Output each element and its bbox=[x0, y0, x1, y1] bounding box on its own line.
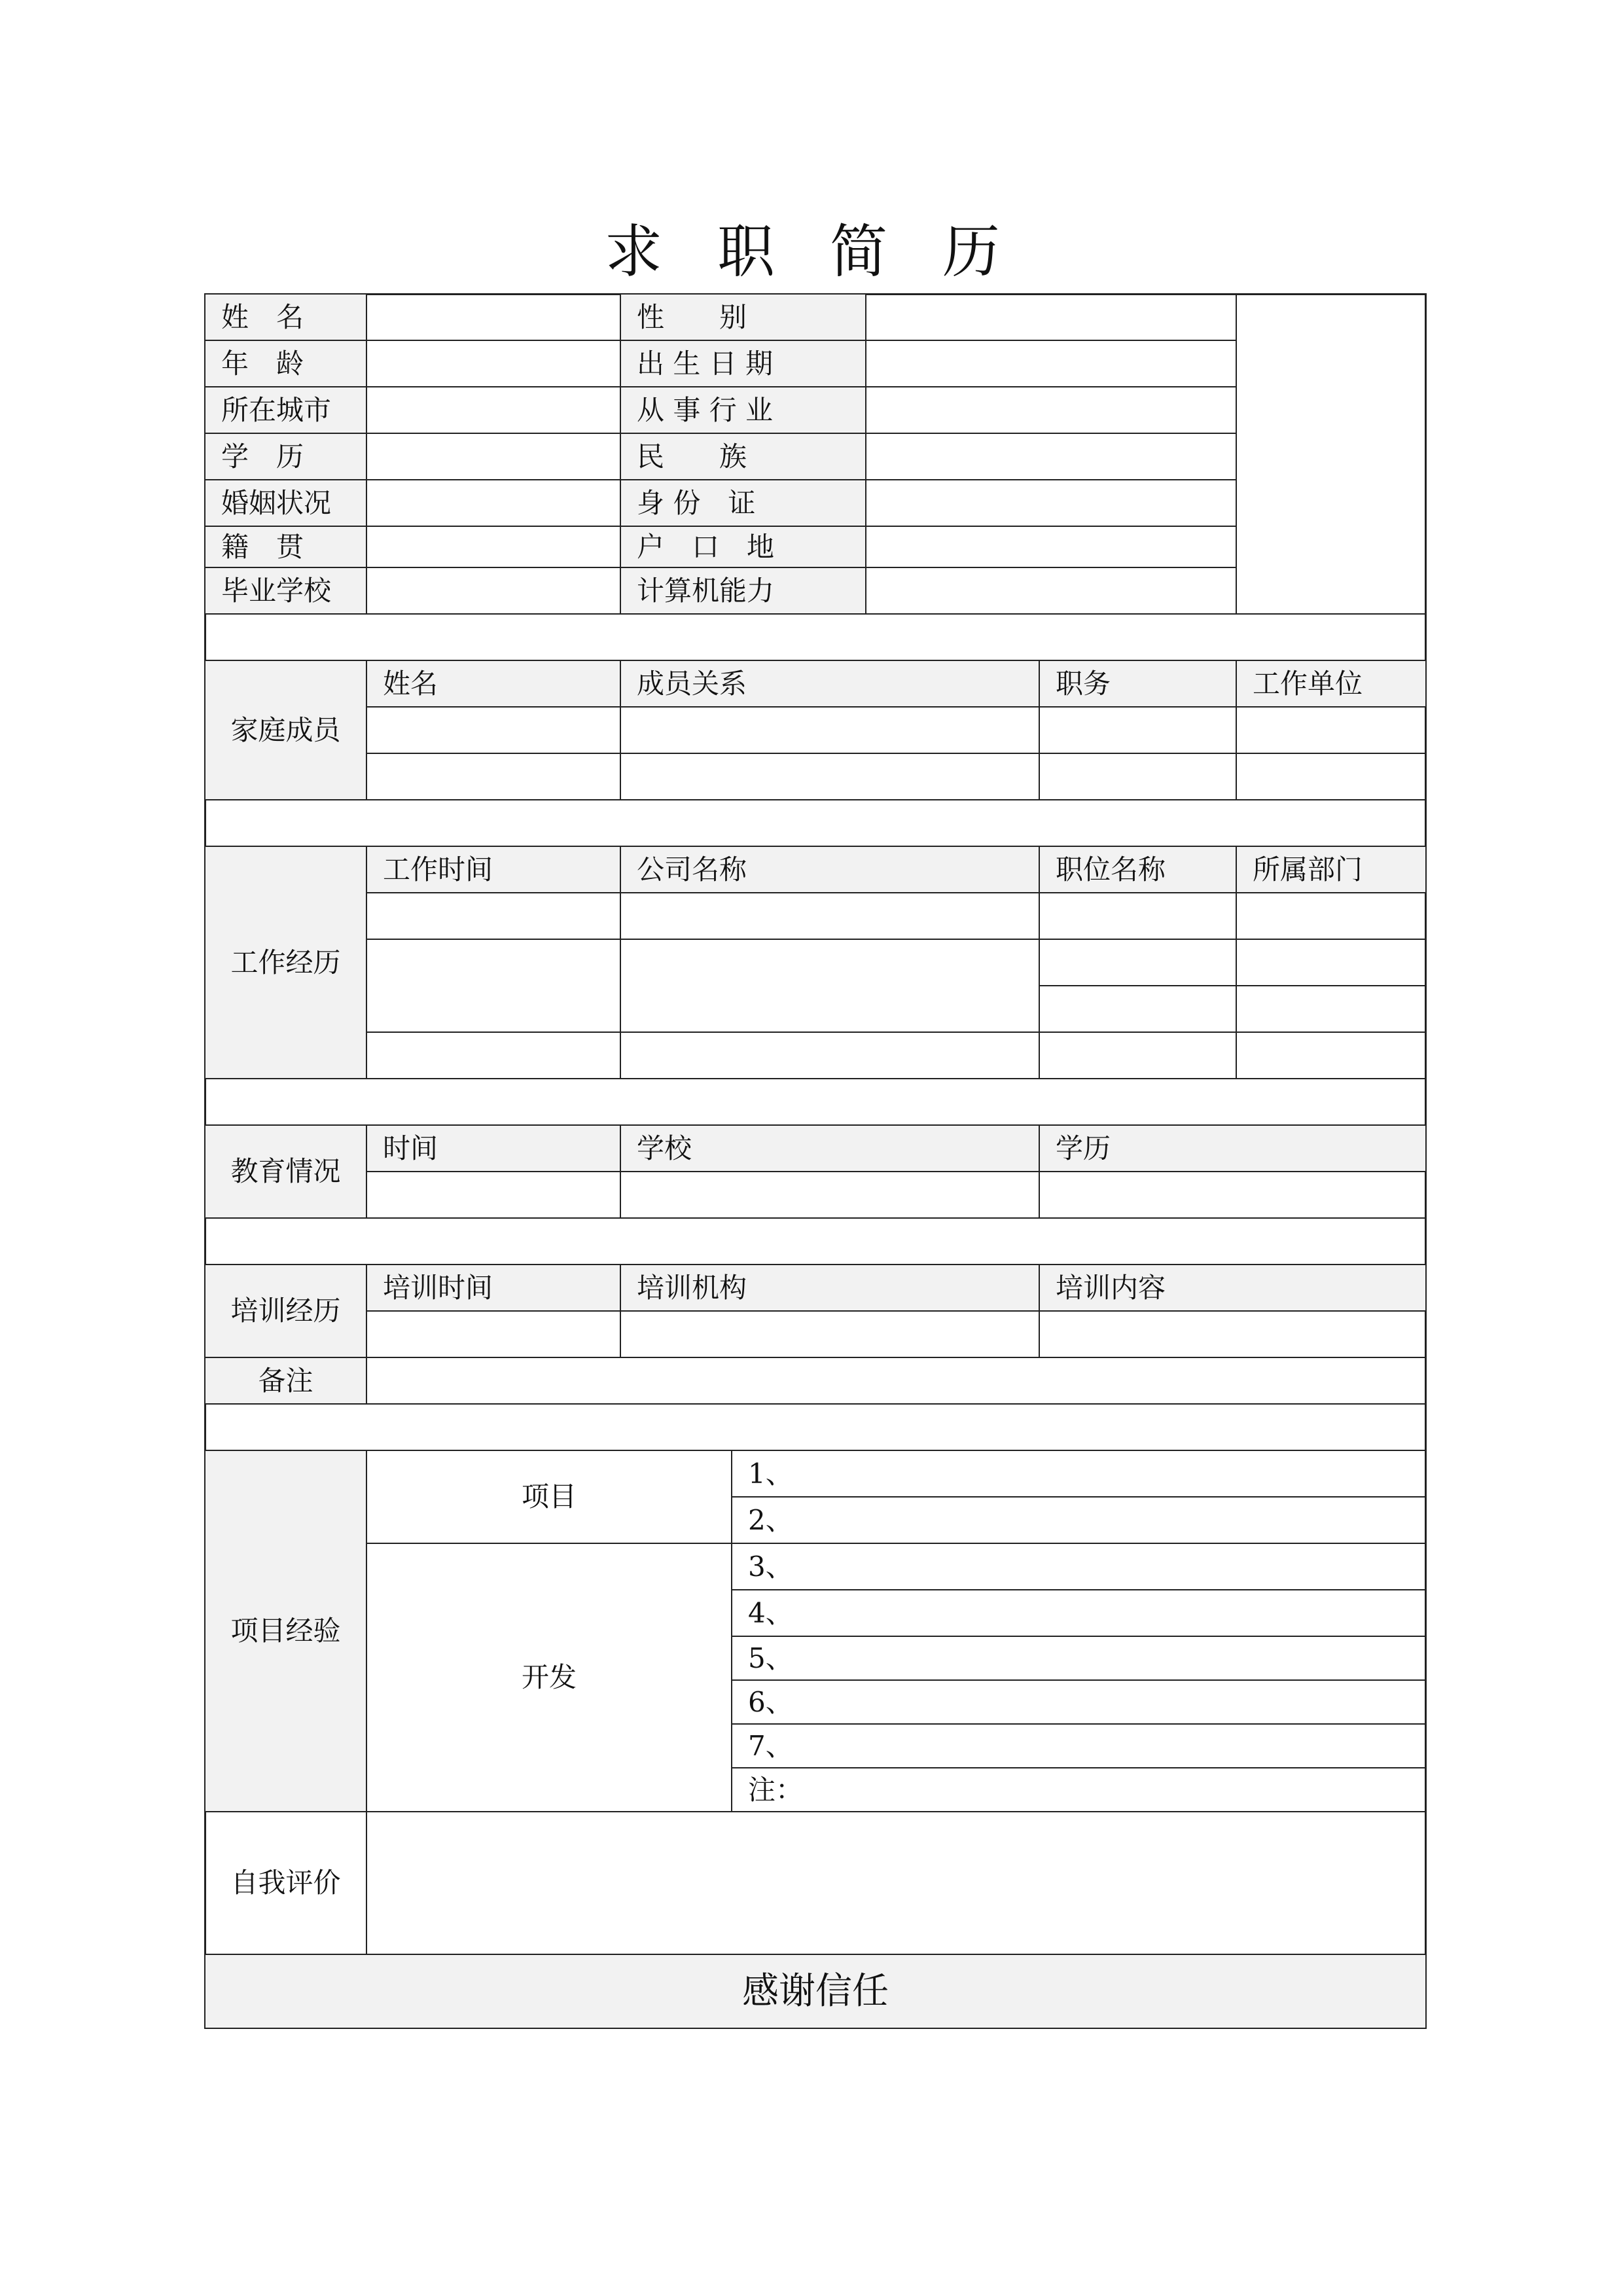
education-header: 学历 bbox=[1039, 1124, 1427, 1171]
work-cell-field[interactable] bbox=[1236, 985, 1427, 1031]
training-cell-field[interactable] bbox=[366, 1310, 620, 1357]
project-line-field[interactable]: 6、 bbox=[731, 1679, 1427, 1723]
work-section-label: 工作经历 bbox=[204, 846, 366, 1078]
project-line-field[interactable]: 5、 bbox=[731, 1636, 1427, 1679]
family-header: 姓名 bbox=[366, 660, 620, 706]
basic-value-left-field[interactable] bbox=[366, 293, 620, 340]
basic-value-left-field[interactable] bbox=[366, 433, 620, 479]
work-cell-field[interactable] bbox=[620, 939, 1039, 1031]
training-header: 培训时间 bbox=[366, 1264, 620, 1310]
work-cell-field[interactable] bbox=[1039, 985, 1236, 1031]
work-cell-field[interactable] bbox=[366, 892, 620, 939]
work-cell-field[interactable] bbox=[1039, 1031, 1236, 1078]
work-cell-field[interactable] bbox=[1039, 892, 1236, 939]
basic-value-left-field[interactable] bbox=[366, 567, 620, 613]
family-cell-field[interactable] bbox=[1039, 706, 1236, 753]
project-group-label: 项目 bbox=[366, 1450, 731, 1543]
basic-label-left: 毕业学校 bbox=[204, 567, 366, 613]
work-cell-field[interactable] bbox=[620, 1031, 1039, 1078]
basic-value-right-field[interactable] bbox=[865, 340, 1236, 386]
spacer-row bbox=[204, 613, 1427, 660]
work-header: 职位名称 bbox=[1039, 846, 1236, 892]
work-cell-field[interactable] bbox=[620, 892, 1039, 939]
basic-label-left: 年 龄 bbox=[204, 340, 366, 386]
education-section-label: 教育情况 bbox=[204, 1124, 366, 1217]
education-cell-field[interactable] bbox=[366, 1171, 620, 1217]
family-header: 成员关系 bbox=[620, 660, 1039, 706]
spacer-row bbox=[204, 799, 1427, 846]
project-line-field[interactable]: 2、 bbox=[731, 1496, 1427, 1543]
basic-label-left: 籍 贯 bbox=[204, 526, 366, 567]
basic-label-right: 计算机能力 bbox=[620, 567, 865, 613]
work-cell-field[interactable] bbox=[1039, 939, 1236, 985]
project-line-field[interactable]: 4、 bbox=[731, 1589, 1427, 1636]
education-cell-field[interactable] bbox=[1039, 1171, 1427, 1217]
basic-value-right-field[interactable] bbox=[865, 433, 1236, 479]
project-section-label: 项目经验 bbox=[204, 1450, 366, 1811]
basic-label-right: 民 族 bbox=[620, 433, 865, 479]
family-cell-field[interactable] bbox=[1236, 753, 1427, 799]
family-section-label: 家庭成员 bbox=[204, 660, 366, 799]
basic-label-right: 从 事 行 业 bbox=[620, 386, 865, 433]
basic-label-right: 身 份 证 bbox=[620, 479, 865, 526]
resume-title: 求 职 简 历 bbox=[605, 218, 1018, 285]
basic-label-left: 所在城市 bbox=[204, 386, 366, 433]
basic-value-left-field[interactable] bbox=[366, 386, 620, 433]
project-line-field[interactable]: 注： bbox=[731, 1767, 1427, 1811]
training-cell-field[interactable] bbox=[620, 1310, 1039, 1357]
work-cell-field[interactable] bbox=[1236, 1031, 1427, 1078]
work-cell-field[interactable] bbox=[1236, 892, 1427, 939]
basic-value-right-field[interactable] bbox=[865, 293, 1236, 340]
training-section-label: 培训经历 bbox=[204, 1264, 366, 1357]
spacer-row bbox=[204, 1078, 1427, 1124]
basic-label-right: 出 生 日 期 bbox=[620, 340, 865, 386]
resume-form bbox=[204, 293, 1427, 2029]
self-eval-label: 自我评价 bbox=[204, 1811, 366, 1954]
work-header: 公司名称 bbox=[620, 846, 1039, 892]
basic-label-left: 婚姻状况 bbox=[204, 479, 366, 526]
work-cell-field[interactable] bbox=[366, 939, 620, 1031]
basic-label-right: 户 口 地 bbox=[620, 526, 865, 567]
project-line-field[interactable]: 1、 bbox=[731, 1450, 1427, 1496]
work-header: 所属部门 bbox=[1236, 846, 1427, 892]
work-header: 工作时间 bbox=[366, 846, 620, 892]
self-eval-field[interactable] bbox=[366, 1811, 1427, 1954]
project-line-field[interactable]: 3、 bbox=[731, 1543, 1427, 1589]
work-cell-field[interactable] bbox=[1236, 939, 1427, 985]
family-cell-field[interactable] bbox=[1236, 706, 1427, 753]
footer-thanks: 感谢信任 bbox=[204, 1954, 1427, 2029]
family-cell-field[interactable] bbox=[366, 753, 620, 799]
basic-value-left-field[interactable] bbox=[366, 479, 620, 526]
remarks-label: 备注 bbox=[204, 1357, 366, 1403]
basic-value-right-field[interactable] bbox=[865, 567, 1236, 613]
family-cell-field[interactable] bbox=[366, 706, 620, 753]
spacer-row bbox=[204, 1217, 1427, 1264]
spacer-row bbox=[204, 1403, 1427, 1450]
education-header: 学校 bbox=[620, 1124, 1039, 1171]
family-header: 工作单位 bbox=[1236, 660, 1427, 706]
basic-value-right-field[interactable] bbox=[865, 526, 1236, 567]
training-header: 培训机构 bbox=[620, 1264, 1039, 1310]
family-cell-field[interactable] bbox=[620, 706, 1039, 753]
basic-value-left-field[interactable] bbox=[366, 340, 620, 386]
training-header: 培训内容 bbox=[1039, 1264, 1427, 1310]
develop-group-label: 开发 bbox=[366, 1543, 731, 1811]
basic-label-left: 姓 名 bbox=[204, 293, 366, 340]
photo-box[interactable] bbox=[1236, 293, 1427, 613]
training-cell-field[interactable] bbox=[1039, 1310, 1427, 1357]
basic-label-left: 学 历 bbox=[204, 433, 366, 479]
basic-value-right-field[interactable] bbox=[865, 479, 1236, 526]
basic-value-left-field[interactable] bbox=[366, 526, 620, 567]
education-header: 时间 bbox=[366, 1124, 620, 1171]
remarks-field[interactable] bbox=[366, 1357, 1427, 1403]
education-cell-field[interactable] bbox=[620, 1171, 1039, 1217]
project-line-field[interactable]: 7、 bbox=[731, 1723, 1427, 1767]
family-cell-field[interactable] bbox=[620, 753, 1039, 799]
basic-label-right: 性 别 bbox=[620, 293, 865, 340]
work-cell-field[interactable] bbox=[366, 1031, 620, 1078]
family-cell-field[interactable] bbox=[1039, 753, 1236, 799]
family-header: 职务 bbox=[1039, 660, 1236, 706]
basic-value-right-field[interactable] bbox=[865, 386, 1236, 433]
